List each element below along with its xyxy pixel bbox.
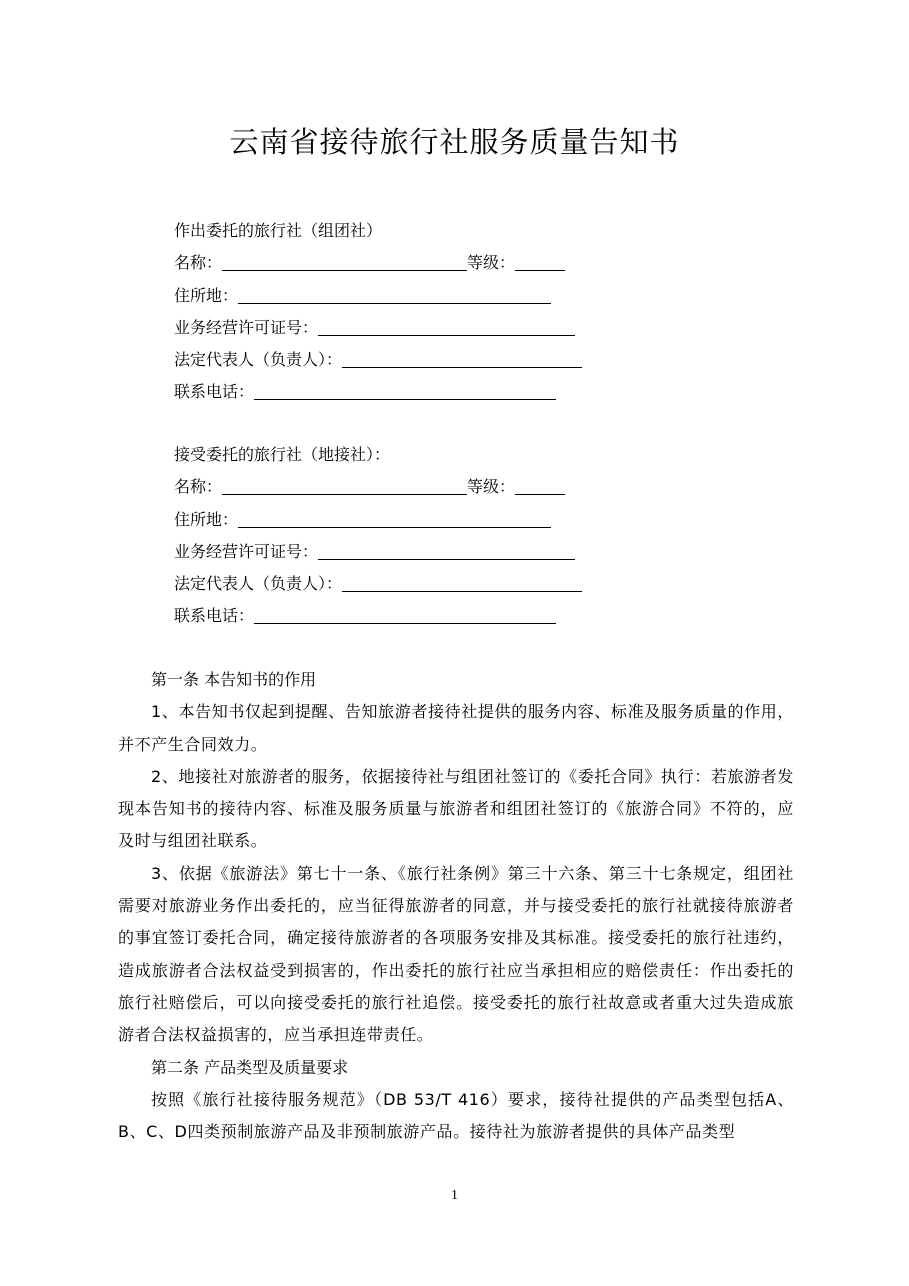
article1-paragraph: 1、本告知书仅起到提醒、告知旅游者接待社提供的服务内容、标准及服务质量的作用，并不产生合同效力。 (118, 702, 794, 754)
entrusting-license-blank[interactable] (318, 317, 575, 336)
receiving-legal-rep-label: 法定代表人（负责人）： (174, 574, 343, 594)
receiving-name-label: 名称： (174, 477, 223, 497)
receiving-address-label: 住所地： (174, 509, 239, 529)
receiving-legal-rep-blank[interactable] (342, 573, 582, 592)
receiving-phone-blank[interactable] (254, 605, 556, 624)
article1-paragraph: 3、依据《旅游法》第七十一条、《旅行社条例》第三十六条、第三十七条规定，组团社需要对旅游业务作出委托的，应当征得旅游者的同意，并与接受委托的旅行社就接待旅游者的事宜签订委托合同，确定接待旅游者的各项服务安排及其标准。接受委托的旅行社违约，造成旅游者合法权益受到损害的，作出委托的旅行社应当承担相应的赔偿责任：作出委托的旅行社赔偿后，可以向接受委托的旅行社追偿。接受委托的旅行社故意或者重大过失造成旅游者合法权益损害的，应当承担连带责任。 (118, 863, 794, 1045)
entrusting-legal-rep-row (174, 344, 814, 376)
document-title: 云南省接待旅行社服务质量告知书 (229, 125, 680, 159)
entrusting-agency-heading: 作出委托的旅行社（组团社） (174, 221, 383, 240)
receiving-address-row (174, 504, 814, 536)
receiving-phone-label: 联系电话： (174, 606, 255, 626)
entrusting-license-label: 业务经营许可证号： (174, 317, 319, 337)
entrusting-address-row (174, 280, 814, 312)
receiving-license-row (174, 536, 814, 568)
receiving-legal-rep-row (174, 568, 814, 600)
receiving-address-blank[interactable] (238, 509, 551, 528)
receiving-phone-row (174, 600, 814, 632)
entrusting-agency-block (174, 215, 814, 409)
entrusting-address-label: 住所地： (174, 285, 239, 305)
entrusting-name-blank[interactable] (222, 252, 467, 271)
entrusting-license-row (174, 312, 814, 344)
receiving-name-blank[interactable] (222, 476, 467, 495)
entrusting-legal-rep-blank[interactable] (342, 349, 582, 368)
receiving-level-label: 等级： (467, 477, 516, 497)
articles-section (118, 664, 794, 1148)
article1-paragraph: 2、地接社对旅游者的服务，依据接待社与组团社签订的《委托合同》执行：若旅游者发现本告知书的接待内容、标准及服务质量与旅游者和组团社签订的《旅游合同》不符的，应及时与组团社联系。 (118, 766, 794, 851)
entrusting-level-label: 等级： (467, 253, 516, 273)
entrusting-name-label: 名称： (174, 253, 223, 273)
article2-heading: 第二条 产品类型及质量要求 (151, 1057, 349, 1077)
entrusting-level-blank[interactable] (515, 252, 565, 271)
entrusting-phone-label: 联系电话： (174, 382, 255, 402)
entrusting-legal-rep-label: 法定代表人（负责人）： (174, 350, 343, 370)
article2-paragraph: 按照《旅行社接待服务规范》（DB 53/T 416）要求，接待社提供的产品类型包括A、B、C、D四类预制旅游产品及非预制旅游产品。接待社为旅游者提供的具体产品类型 (118, 1089, 794, 1142)
receiving-agency-heading: 接受委托的旅行社（地接社）： (174, 445, 391, 464)
entrusting-address-blank[interactable] (238, 285, 551, 304)
receiving-agency-block (174, 439, 814, 633)
article1-heading: 第一条 本告知书的作用 (151, 670, 317, 689)
receiving-level-blank[interactable] (515, 476, 565, 495)
entrusting-phone-blank[interactable] (254, 381, 556, 400)
receiving-license-label: 业务经营许可证号： (174, 541, 319, 561)
receiving-name-row (174, 471, 814, 503)
receiving-license-blank[interactable] (318, 541, 575, 560)
page-number: 1 (451, 1188, 458, 1203)
entrusting-phone-row (174, 376, 814, 408)
entrusting-name-row (174, 247, 814, 279)
